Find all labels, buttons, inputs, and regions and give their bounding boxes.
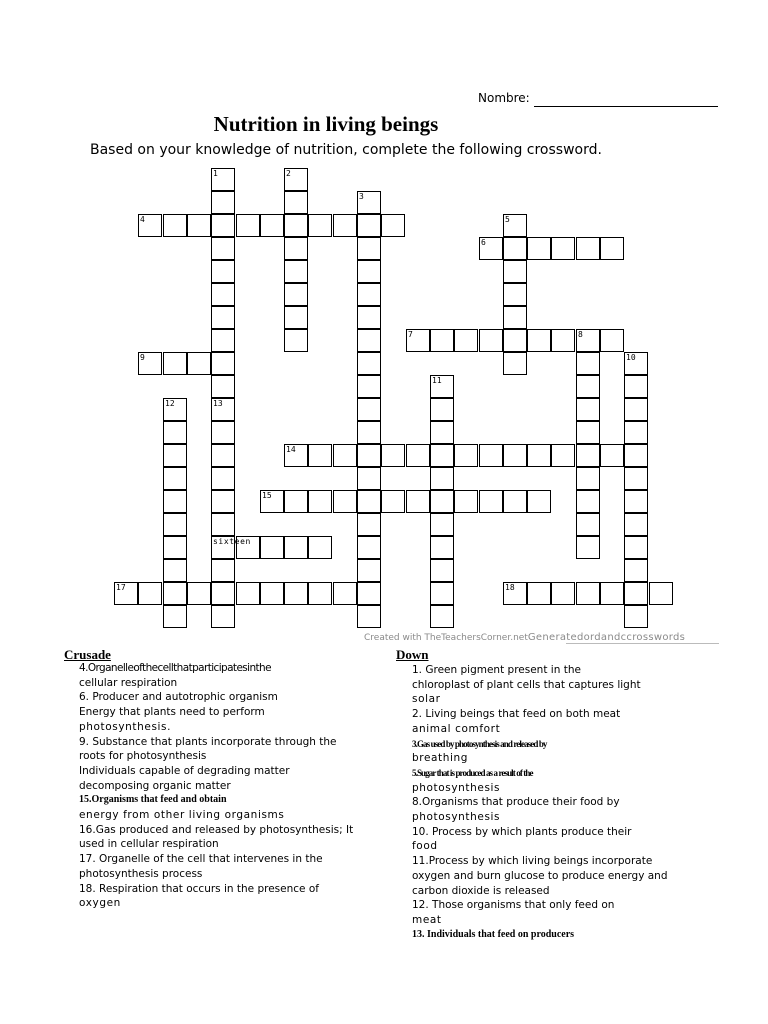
clue-number: 4: [140, 215, 145, 224]
crossword-cell[interactable]: [211, 306, 235, 329]
down-clue-line: photosynthesis: [412, 781, 501, 794]
crossword-cell[interactable]: [333, 214, 357, 237]
crossword-cell[interactable]: [211, 582, 235, 605]
crossword-cell[interactable]: [211, 421, 235, 444]
crossword-cell[interactable]: [624, 536, 648, 559]
credit-line: [364, 632, 685, 643]
across-clue-line: 4.Organelleofthecellthatparticipatesinthe: [79, 662, 271, 674]
crossword-cell[interactable]: [211, 260, 235, 283]
crossword-cell[interactable]: [503, 260, 527, 283]
crossword-cell[interactable]: [600, 329, 624, 352]
crossword-cell[interactable]: [430, 444, 454, 467]
crossword-cell[interactable]: [381, 444, 405, 467]
page-title: Nutrition in living beings: [213, 112, 439, 136]
clue-number: 14: [286, 445, 296, 454]
crossword-cell[interactable]: [357, 605, 381, 628]
clue-number: 9: [140, 353, 145, 362]
crossword-cell[interactable]: [308, 214, 332, 237]
clue-number: 1: [213, 169, 218, 178]
crossword-cell[interactable]: [187, 352, 211, 375]
crossword-cell[interactable]: [576, 421, 600, 444]
crossword-cell[interactable]: [284, 191, 308, 214]
crossword-cell[interactable]: [527, 582, 551, 605]
crossword-cell[interactable]: [308, 536, 332, 559]
crossword-cell[interactable]: [576, 582, 600, 605]
down-clue-line: photosynthesis: [412, 811, 501, 824]
crossword-cell[interactable]: [576, 237, 600, 260]
crossword-cell[interactable]: [503, 283, 527, 306]
crossword-cell[interactable]: [430, 467, 454, 490]
down-clue-line: 10. Process by which plants produce their: [412, 825, 632, 838]
down-clue-line: chloroplast of plant cells that captures light: [412, 678, 641, 691]
crossword-cell[interactable]: [479, 444, 503, 467]
crossword-cell[interactable]: [163, 536, 187, 559]
crossword-cell[interactable]: [406, 490, 430, 513]
crossword-cell[interactable]: [163, 467, 187, 490]
across-clue-line: oxygen: [79, 897, 121, 910]
crossword-cell[interactable]: [236, 214, 260, 237]
crossword-cell[interactable]: [357, 260, 381, 283]
crossword-cell[interactable]: [503, 329, 527, 352]
crossword-cell[interactable]: [357, 421, 381, 444]
crossword-cell[interactable]: [163, 605, 187, 628]
crossword-cell[interactable]: [576, 375, 600, 398]
down-clue-line: food: [412, 840, 438, 853]
crossword-cell[interactable]: [211, 283, 235, 306]
crossword-cell[interactable]: [138, 582, 162, 605]
crossword-cell[interactable]: [454, 329, 478, 352]
crossword-cell[interactable]: [527, 329, 551, 352]
crossword-cell[interactable]: [187, 582, 211, 605]
crossword-cell[interactable]: [284, 214, 308, 237]
crossword-cell[interactable]: [576, 513, 600, 536]
across-clue-list: [79, 661, 353, 911]
crossword-cell[interactable]: [163, 559, 187, 582]
down-clue-line: 11.Process by which living beings incorporate: [412, 855, 653, 868]
crossword-cell[interactable]: [624, 375, 648, 398]
crossword-cell[interactable]: [284, 536, 308, 559]
across-clue-line: roots for photosynthesis: [79, 750, 207, 763]
across-clue-line: Individuals capable of degrading matter: [79, 764, 290, 777]
clue-number: 11: [432, 376, 442, 385]
crossword-cell[interactable]: [211, 490, 235, 513]
crossword-cell[interactable]: [260, 214, 284, 237]
crossword-cell[interactable]: [551, 444, 575, 467]
crossword-cell[interactable]: [284, 306, 308, 329]
crossword-cell[interactable]: [430, 398, 454, 421]
clue-number: 13: [213, 399, 223, 408]
crossword-cell[interactable]: [624, 513, 648, 536]
crossword-cell[interactable]: [333, 582, 357, 605]
crossword-cell[interactable]: [430, 490, 454, 513]
crossword-cell[interactable]: [624, 467, 648, 490]
crossword-cell[interactable]: [284, 260, 308, 283]
clue-number: 2: [286, 169, 291, 178]
crossword-cell[interactable]: [503, 237, 527, 260]
down-clue-line: solar: [412, 693, 441, 706]
crossword-cell[interactable]: [430, 536, 454, 559]
clue-number: 8: [578, 330, 583, 339]
crossword-cell[interactable]: [211, 214, 235, 237]
crossword-cell[interactable]: [357, 306, 381, 329]
instructions: Based on your knowledge of nutrition, complete the following crossword.: [90, 142, 602, 158]
crossword-cell[interactable]: [260, 582, 284, 605]
clue-number: sixteen: [213, 537, 251, 546]
crossword-cell[interactable]: [163, 444, 187, 467]
crossword-cell[interactable]: [576, 398, 600, 421]
crossword-cell[interactable]: [211, 513, 235, 536]
down-clue-line: 3.Gas used by photosynthesis and released by: [412, 738, 547, 749]
crossword-cell[interactable]: [479, 329, 503, 352]
crossword-cell[interactable]: [600, 444, 624, 467]
crossword-cell[interactable]: [430, 513, 454, 536]
crossword-cell[interactable]: [624, 605, 648, 628]
crossword-cell[interactable]: [503, 352, 527, 375]
clue-number: 5: [505, 215, 510, 224]
crossword-cell[interactable]: [551, 582, 575, 605]
clue-number: 17: [116, 583, 126, 592]
crossword-cell[interactable]: [260, 536, 284, 559]
crossword-cell[interactable]: [503, 444, 527, 467]
crossword-cell[interactable]: [357, 375, 381, 398]
crossword-cell[interactable]: [308, 444, 332, 467]
crossword-cell[interactable]: [576, 467, 600, 490]
down-clue-line: 13. Individuals that feed on producers: [412, 928, 575, 940]
down-clue-line: oxygen and burn glucose to produce energy and: [412, 869, 668, 882]
crossword-cell[interactable]: [308, 582, 332, 605]
crossword-cell[interactable]: [430, 421, 454, 444]
crossword-cell[interactable]: [551, 329, 575, 352]
crossword-cell[interactable]: [357, 536, 381, 559]
crossword-cell[interactable]: [357, 582, 381, 605]
credit-suffix: Generatedordandccrosswords: [527, 632, 686, 643]
crossword-cell[interactable]: [576, 536, 600, 559]
down-clue-list: [412, 663, 668, 942]
crossword-cell[interactable]: [284, 237, 308, 260]
across-clue-line: photosynthesis.: [79, 720, 172, 733]
crossword-cell[interactable]: [163, 352, 187, 375]
crossword-cell[interactable]: [381, 490, 405, 513]
crossword-cell[interactable]: [357, 352, 381, 375]
across-heading: Crusade: [64, 647, 111, 662]
crossword-cell[interactable]: [211, 444, 235, 467]
crossword-cell[interactable]: [624, 490, 648, 513]
crossword-cell[interactable]: [333, 444, 357, 467]
crossword-cell[interactable]: [551, 237, 575, 260]
clue-number: 10: [626, 353, 636, 362]
down-clue-line: 8.Organisms that produce their food by: [412, 796, 620, 809]
crossword-cell[interactable]: [381, 214, 405, 237]
crossword-cell[interactable]: [163, 490, 187, 513]
clue-number: 12: [165, 399, 175, 408]
crossword-cell[interactable]: [357, 444, 381, 467]
across-clue-line: photosynthesis process: [79, 867, 203, 880]
crossword-cell[interactable]: [357, 214, 381, 237]
crossword-cell[interactable]: [576, 490, 600, 513]
clue-number: 7: [408, 330, 413, 339]
crossword-cell[interactable]: [211, 329, 235, 352]
crossword-cell[interactable]: [600, 237, 624, 260]
crossword-cell[interactable]: [600, 582, 624, 605]
crossword-cell[interactable]: [211, 375, 235, 398]
down-clue-line: carbon dioxide is released: [412, 884, 550, 897]
across-clue-line: 16.Gas produced and released by photosynthesis; It: [79, 823, 354, 836]
crossword-cell[interactable]: [163, 513, 187, 536]
crossword-cell[interactable]: [357, 329, 381, 352]
crossword-cell[interactable]: [576, 352, 600, 375]
crossword-cell[interactable]: [211, 559, 235, 582]
across-clue-line: 9. Substance that plants incorporate through the: [79, 735, 337, 748]
across-clue-line: 6. Producer and autotrophic organism: [79, 691, 278, 704]
crossword-cell[interactable]: [284, 490, 308, 513]
crossword-cell[interactable]: [284, 283, 308, 306]
crossword-cell[interactable]: [163, 582, 187, 605]
crossword-cell[interactable]: [211, 191, 235, 214]
across-clue-line: Energy that plants need to perform: [79, 706, 265, 719]
across-clue-line: 15.Organisms that feed and obtain: [79, 794, 227, 806]
down-clue-line: 5.Sugar that is produced as a result of the: [412, 767, 533, 778]
crossword-cell[interactable]: [211, 352, 235, 375]
down-clue-line: 2. Living beings that feed on both meat: [412, 708, 621, 721]
clue-number: 15: [262, 491, 272, 500]
crossword-cell[interactable]: [357, 490, 381, 513]
down-clue-line: meat: [412, 913, 442, 926]
clue-number: 18: [505, 583, 515, 592]
crossword-cell[interactable]: [624, 398, 648, 421]
across-clue-line: 17. Organelle of the cell that intervenes in the: [79, 853, 323, 866]
down-clue-line: 12. Those organisms that only feed on: [412, 899, 615, 912]
crossword-cell[interactable]: [624, 444, 648, 467]
crossword-cell[interactable]: [357, 467, 381, 490]
across-clue-line: decomposing organic matter: [79, 779, 231, 792]
crossword-cell[interactable]: [357, 283, 381, 306]
down-clue-line: 1. Green pigment present in the: [412, 664, 581, 676]
crossword-cell[interactable]: [624, 559, 648, 582]
crossword-cell[interactable]: [624, 421, 648, 444]
clue-number: 3: [359, 192, 364, 201]
crossword-cell[interactable]: [308, 490, 332, 513]
crossword-cell[interactable]: [503, 306, 527, 329]
across-clue-line: used in cellular respiration: [79, 838, 219, 851]
crossword-cell[interactable]: [454, 490, 478, 513]
crossword-cell[interactable]: [211, 237, 235, 260]
crossword-cell[interactable]: [527, 237, 551, 260]
clue-number: 6: [481, 238, 486, 247]
crossword-cell[interactable]: [163, 214, 187, 237]
crossword-cell[interactable]: [430, 329, 454, 352]
crossword-cell[interactable]: [527, 490, 551, 513]
crossword-cell[interactable]: [333, 490, 357, 513]
crossword-cell[interactable]: [284, 329, 308, 352]
down-heading: Down: [396, 647, 429, 662]
crossword-cell[interactable]: [163, 421, 187, 444]
credit-underline: [566, 643, 719, 644]
across-clue-line: 18. Respiration that occurs in the presence of: [79, 882, 319, 895]
crossword-cell[interactable]: [187, 214, 211, 237]
crossword-cell[interactable]: [430, 605, 454, 628]
crossword-cell[interactable]: [357, 559, 381, 582]
crossword-cell[interactable]: [284, 582, 308, 605]
crossword-cell[interactable]: [454, 444, 478, 467]
crossword-cell[interactable]: [357, 398, 381, 421]
name-label: Nombre:: [478, 91, 530, 105]
credit-prefix: Created with TheTeachersCorner.net: [364, 633, 528, 643]
down-clue-line: breathing: [412, 752, 469, 765]
down-clue-line: animal comfort: [412, 722, 501, 735]
crossword-cell[interactable]: [357, 513, 381, 536]
crossword-cell[interactable]: [211, 605, 235, 628]
crossword-cell[interactable]: [503, 490, 527, 513]
crossword-cell[interactable]: [576, 444, 600, 467]
crossword-cell[interactable]: [527, 444, 551, 467]
crossword-cell[interactable]: [649, 582, 673, 605]
across-clue-line: energy from other living organisms: [79, 809, 285, 822]
crossword-cell[interactable]: [430, 559, 454, 582]
across-clue-line: cellular respiration: [79, 676, 178, 689]
crossword-cell[interactable]: [430, 582, 454, 605]
crossword-cell[interactable]: [211, 467, 235, 490]
crossword-cell[interactable]: [357, 237, 381, 260]
crossword-cell[interactable]: [236, 582, 260, 605]
crossword-cell[interactable]: [624, 582, 648, 605]
crossword-cell[interactable]: [479, 490, 503, 513]
crossword-cell[interactable]: [406, 444, 430, 467]
